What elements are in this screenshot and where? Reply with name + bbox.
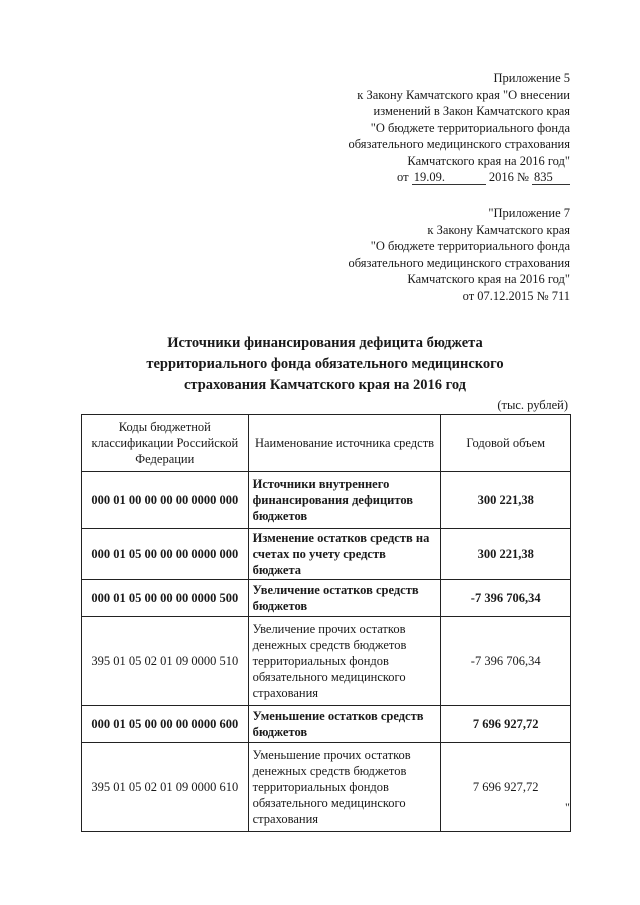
row-name: Увеличение остатков средств бюджетов [248, 580, 441, 617]
row-code: 000 01 00 00 00 00 0000 000 [82, 472, 249, 529]
header-line: "О бюджете территориального фонда [370, 120, 570, 135]
header-line: Камчатского края на 2016 год" [407, 153, 570, 168]
header-line: к Закону Камчатского края "О внесении [357, 87, 570, 102]
row-amount: -7 396 706,34 [441, 617, 571, 706]
row-code: 000 01 05 00 00 00 0000 500 [82, 580, 249, 617]
title-line: страхования Камчатского края на 2016 год [183, 377, 467, 393]
date-prefix: от [397, 170, 409, 184]
row-name: Источники внутреннего финансирования дефицитов бюджетов [248, 472, 441, 529]
row-amount: 7 696 927,72 [441, 706, 571, 743]
header-line: от 07.12.2015 № 711 [462, 288, 570, 303]
header-line: "Приложение 7 [488, 206, 570, 220]
table-row [82, 706, 571, 743]
row-name: Уменьшение прочих остатков денежных средств бюджетов территориальных фондов обязательного медицинского страхования [248, 743, 441, 832]
header-line: Камчатского края на 2016 год" [407, 272, 570, 286]
header-line: к Закону Камчатского края [427, 222, 570, 237]
row-code: 395 01 05 02 01 09 0000 610 [82, 743, 249, 832]
appendix-7-header [270, 205, 570, 304]
table-row [82, 617, 571, 706]
header-code: Коды бюджетной классификации Российской Федерации [82, 415, 249, 472]
table-row [82, 472, 571, 529]
row-amount: -7 396 706,34 [441, 580, 571, 617]
row-code: 395 01 05 02 01 09 0000 510 [82, 617, 249, 706]
header-amount: Годовой объем [441, 415, 571, 472]
table-row [82, 580, 571, 617]
header-name: Наименование источника средств [248, 415, 441, 472]
financing-sources-table [81, 414, 571, 832]
appendix-5-header [270, 70, 570, 186]
document-title [80, 333, 570, 396]
header-line: "О бюджете территориального фонда [370, 239, 570, 253]
header-line: обязательного медицинского страхования [348, 255, 570, 270]
title-line: Источники финансирования дефицита бюджета [167, 335, 483, 351]
law-number: 835 [532, 170, 570, 185]
date-number-line [270, 169, 570, 186]
units-label: (тыс. рублей) [497, 398, 568, 412]
row-amount: 300 221,38 [441, 472, 571, 529]
row-amount: 300 221,38 [441, 529, 571, 580]
row-name: Уменьшение остатков средств бюджетов [248, 706, 441, 743]
date-value: 19.09. [412, 170, 486, 185]
closing-quote-mark: " [565, 800, 570, 814]
year-suffix: 2016 № [488, 170, 529, 184]
header-line: изменений в Закон Камчатского края [373, 104, 570, 118]
table-header-row [82, 415, 571, 472]
row-code: 000 01 05 00 00 00 0000 000 [82, 529, 249, 580]
title-line: территориального фонда обязательного медицинского [146, 356, 504, 372]
header-line: Приложение 5 [493, 71, 570, 85]
row-name: Увеличение прочих остатков денежных средств бюджетов территориальных фондов обязательного медицинского страхования [248, 617, 441, 706]
table-row [82, 529, 571, 580]
table-row [82, 743, 571, 832]
row-name: Изменение остатков средств на счетах по учету средств бюджета [248, 529, 441, 580]
row-amount: 7 696 927,72 [441, 743, 571, 832]
header-line: обязательного медицинского страхования [348, 137, 570, 151]
row-code: 000 01 05 00 00 00 0000 600 [82, 706, 249, 743]
